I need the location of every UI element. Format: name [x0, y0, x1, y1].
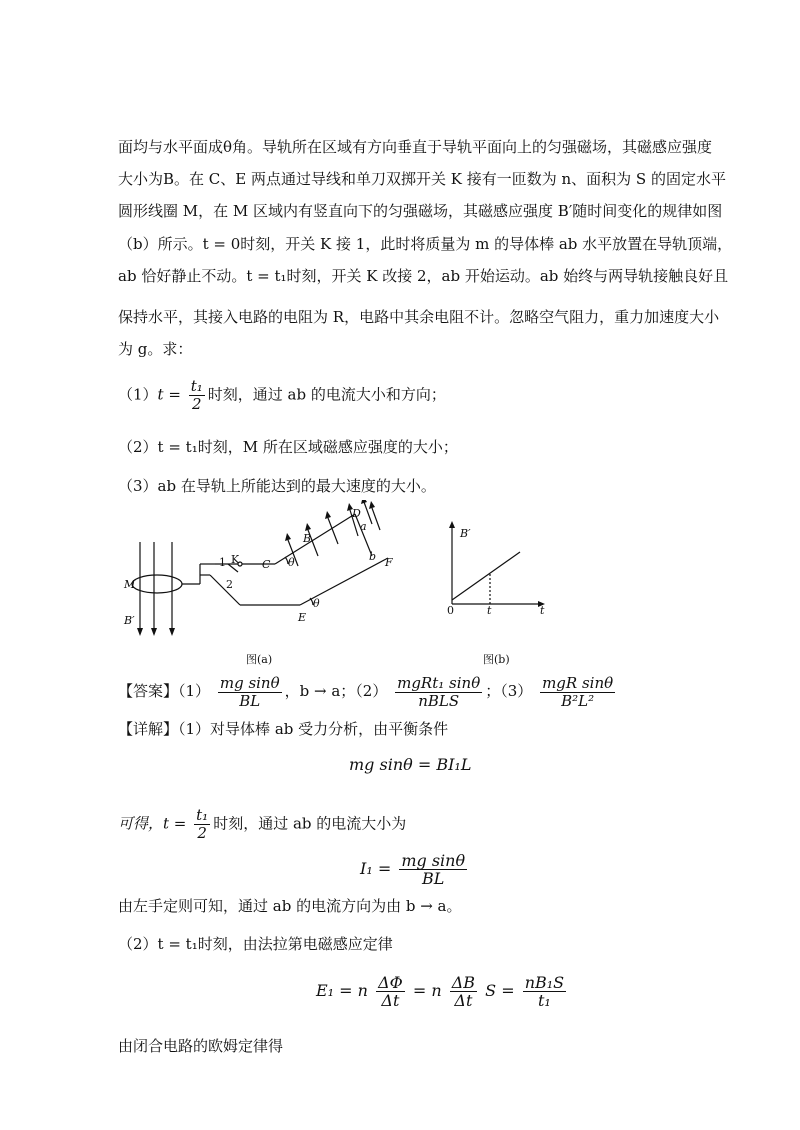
graph-b-t1: t [487, 604, 492, 617]
answer-2-fraction: $\frac{\text{mgRt₁ sinθ}}{\text{nBLS}}$ [397, 673, 481, 710]
graph-b-xlabel: t [540, 604, 545, 617]
problem-line-7: 为 g。求： [118, 340, 193, 358]
equation-1: mg sinθ = BI₁L [349, 755, 472, 774]
question-3: （3）ab 在导轨上所能达到的最大速度的大小。 [118, 477, 436, 495]
equation-3: E₁ = n $\frac{\Delta\Phi}{\Delta t}$ = n $\frac{\Delta B}{\Delta t}$ S = $\frac{\text{nB₁S}}{\text{t₁}}$ [316, 973, 565, 1010]
label-E: E [298, 611, 307, 624]
graph-b-origin: 0 [447, 604, 454, 617]
problem-line-5: ab 恰好静止不动。t = t₁时刻，开关 K 改接 2，ab 开始运动。ab 始终与两导轨接触良好且 [118, 267, 729, 285]
detail-text-3: 由左手定则可知，通过 ab 的电流方向为由 b → a。 [118, 897, 462, 915]
figure-b-graph [440, 520, 550, 620]
detail-text-4: （2）t = t₁时刻，由法拉第电磁感应定律 [118, 935, 393, 953]
detail-text-5: 由闭合电路的欧姆定律得 [118, 1037, 284, 1055]
detail-t-fraction: $\frac{\text{t₁}}{2}$ [196, 806, 209, 842]
graph-b-ylabel: B′ [460, 527, 471, 540]
label-B: B [303, 532, 312, 545]
q1-fraction: $\frac{\text{t₁}}{2}$ [190, 377, 203, 413]
label-theta-2: θ [313, 597, 320, 610]
problem-line-6: 保持水平，其接入电路的电阻为 R，电路中其余电阻不计。忽略空气阻力，重力加速度大小 [118, 308, 720, 326]
label-C: C [262, 558, 271, 571]
figure-a-caption: 图(a) [246, 653, 273, 666]
equation-2: I₁ = $\frac{\text{mg sinθ}}{BL}$ [360, 851, 466, 888]
answer-3-fraction: $\frac{\text{mgR sinθ}}{\text{B²L²}}$ [542, 673, 614, 710]
detail-text-2: 可得，t = $\frac{\text{t₁}}{2}$ 时刻，通过 ab 的电流大小为 [118, 806, 407, 842]
question-1: （1）t = $\frac{\text{t₁}}{2}$ 时刻，通过 ab 的电流大小和方向； [118, 377, 446, 413]
label-D: D [352, 507, 361, 520]
problem-line-1: 面均与水平面成θ角。导轨所在区域有方向垂直于导轨平面向上的匀强磁场，其磁感应强度 [118, 138, 713, 156]
label-theta-1: θ [288, 556, 295, 569]
label-M: M [124, 578, 136, 591]
answer-line: 【答案】（1） $\frac{\text{mg sinθ}}{BL}$ ，b → a；（2） $\frac{\text{mgRt₁ sinθ}}{\text{nBLS}}$ ；（3） $\frac{\text{mgR sinθ}}{\text{B²L²}}$ [118, 673, 614, 710]
label-Bprime: B′ [124, 614, 135, 627]
problem-line-2: 大小为B。在 C、E 两点通过导线和单刀双掷开关 K 接有一匝数为 n、面积为 S 的固定水平 [118, 170, 726, 188]
label-b: b [369, 550, 377, 563]
figure-b-caption: 图(b) [483, 653, 510, 666]
label-1: 1 [219, 556, 226, 569]
label-F: F [385, 556, 393, 569]
answer-1-fraction: $\frac{\text{mg sinθ}}{BL}$ [219, 673, 280, 710]
question-2: （2）t = t₁时刻，M 所在区域磁感应强度的大小； [118, 438, 458, 456]
label-a: a [360, 520, 367, 533]
label-2: 2 [226, 578, 233, 591]
detail-intro: 【详解】（1）对导体棒 ab 受力分析，由平衡条件 [118, 720, 449, 738]
problem-line-4: （b）所示。t = 0时刻，开关 K 接 1，此时将质量为 m 的导体棒 ab 水平放置在导轨顶端， [118, 235, 733, 253]
problem-line-3: 圆形线圈 M，在 M 区域内有竖直向下的匀强磁场，其磁感应强度 B′随时间变化的规律如图 [118, 202, 723, 220]
label-K: K [231, 553, 240, 566]
